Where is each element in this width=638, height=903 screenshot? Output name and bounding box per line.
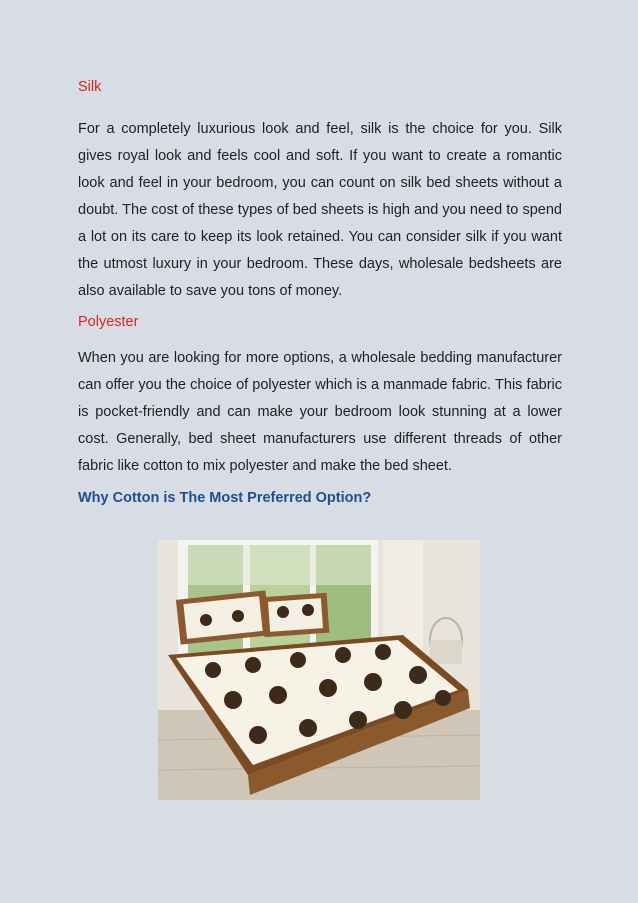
bedroom-image bbox=[158, 540, 480, 800]
bedsheet-photo bbox=[158, 540, 480, 800]
polyester-heading: Polyester bbox=[78, 314, 139, 330]
polyester-paragraph: When you are looking for more options, a wholesale bedding manufacturer can offer you the choice of polyester which is a manmade fabric. This fabric is pocket-friendly and can make your bedroom look stunning at a lower cost. Generally, bed sheet manufacturers use different threads of other fabric like cotton to mix polyester and make the bed sheet. bbox=[78, 350, 562, 474]
silk-heading: Silk bbox=[78, 79, 102, 95]
page-content bbox=[78, 78, 562, 508]
cotton-subheading: Why Cotton is The Most Preferred Option? bbox=[78, 490, 372, 506]
silk-paragraph: For a completely luxurious look and feel, silk is the choice for you. Silk gives royal look and feels cool and soft. If you want to create a romantic look and feel in your bedroom, you can count on silk bed sheets without a doubt. The cost of these types of bed sheets is high and you need to spend a lot on its care to keep its look retained. You can consider silk if you want the utmost luxury in your bedroom. These days, wholesale bedsheets are also available to save you tons of money. bbox=[78, 121, 562, 299]
